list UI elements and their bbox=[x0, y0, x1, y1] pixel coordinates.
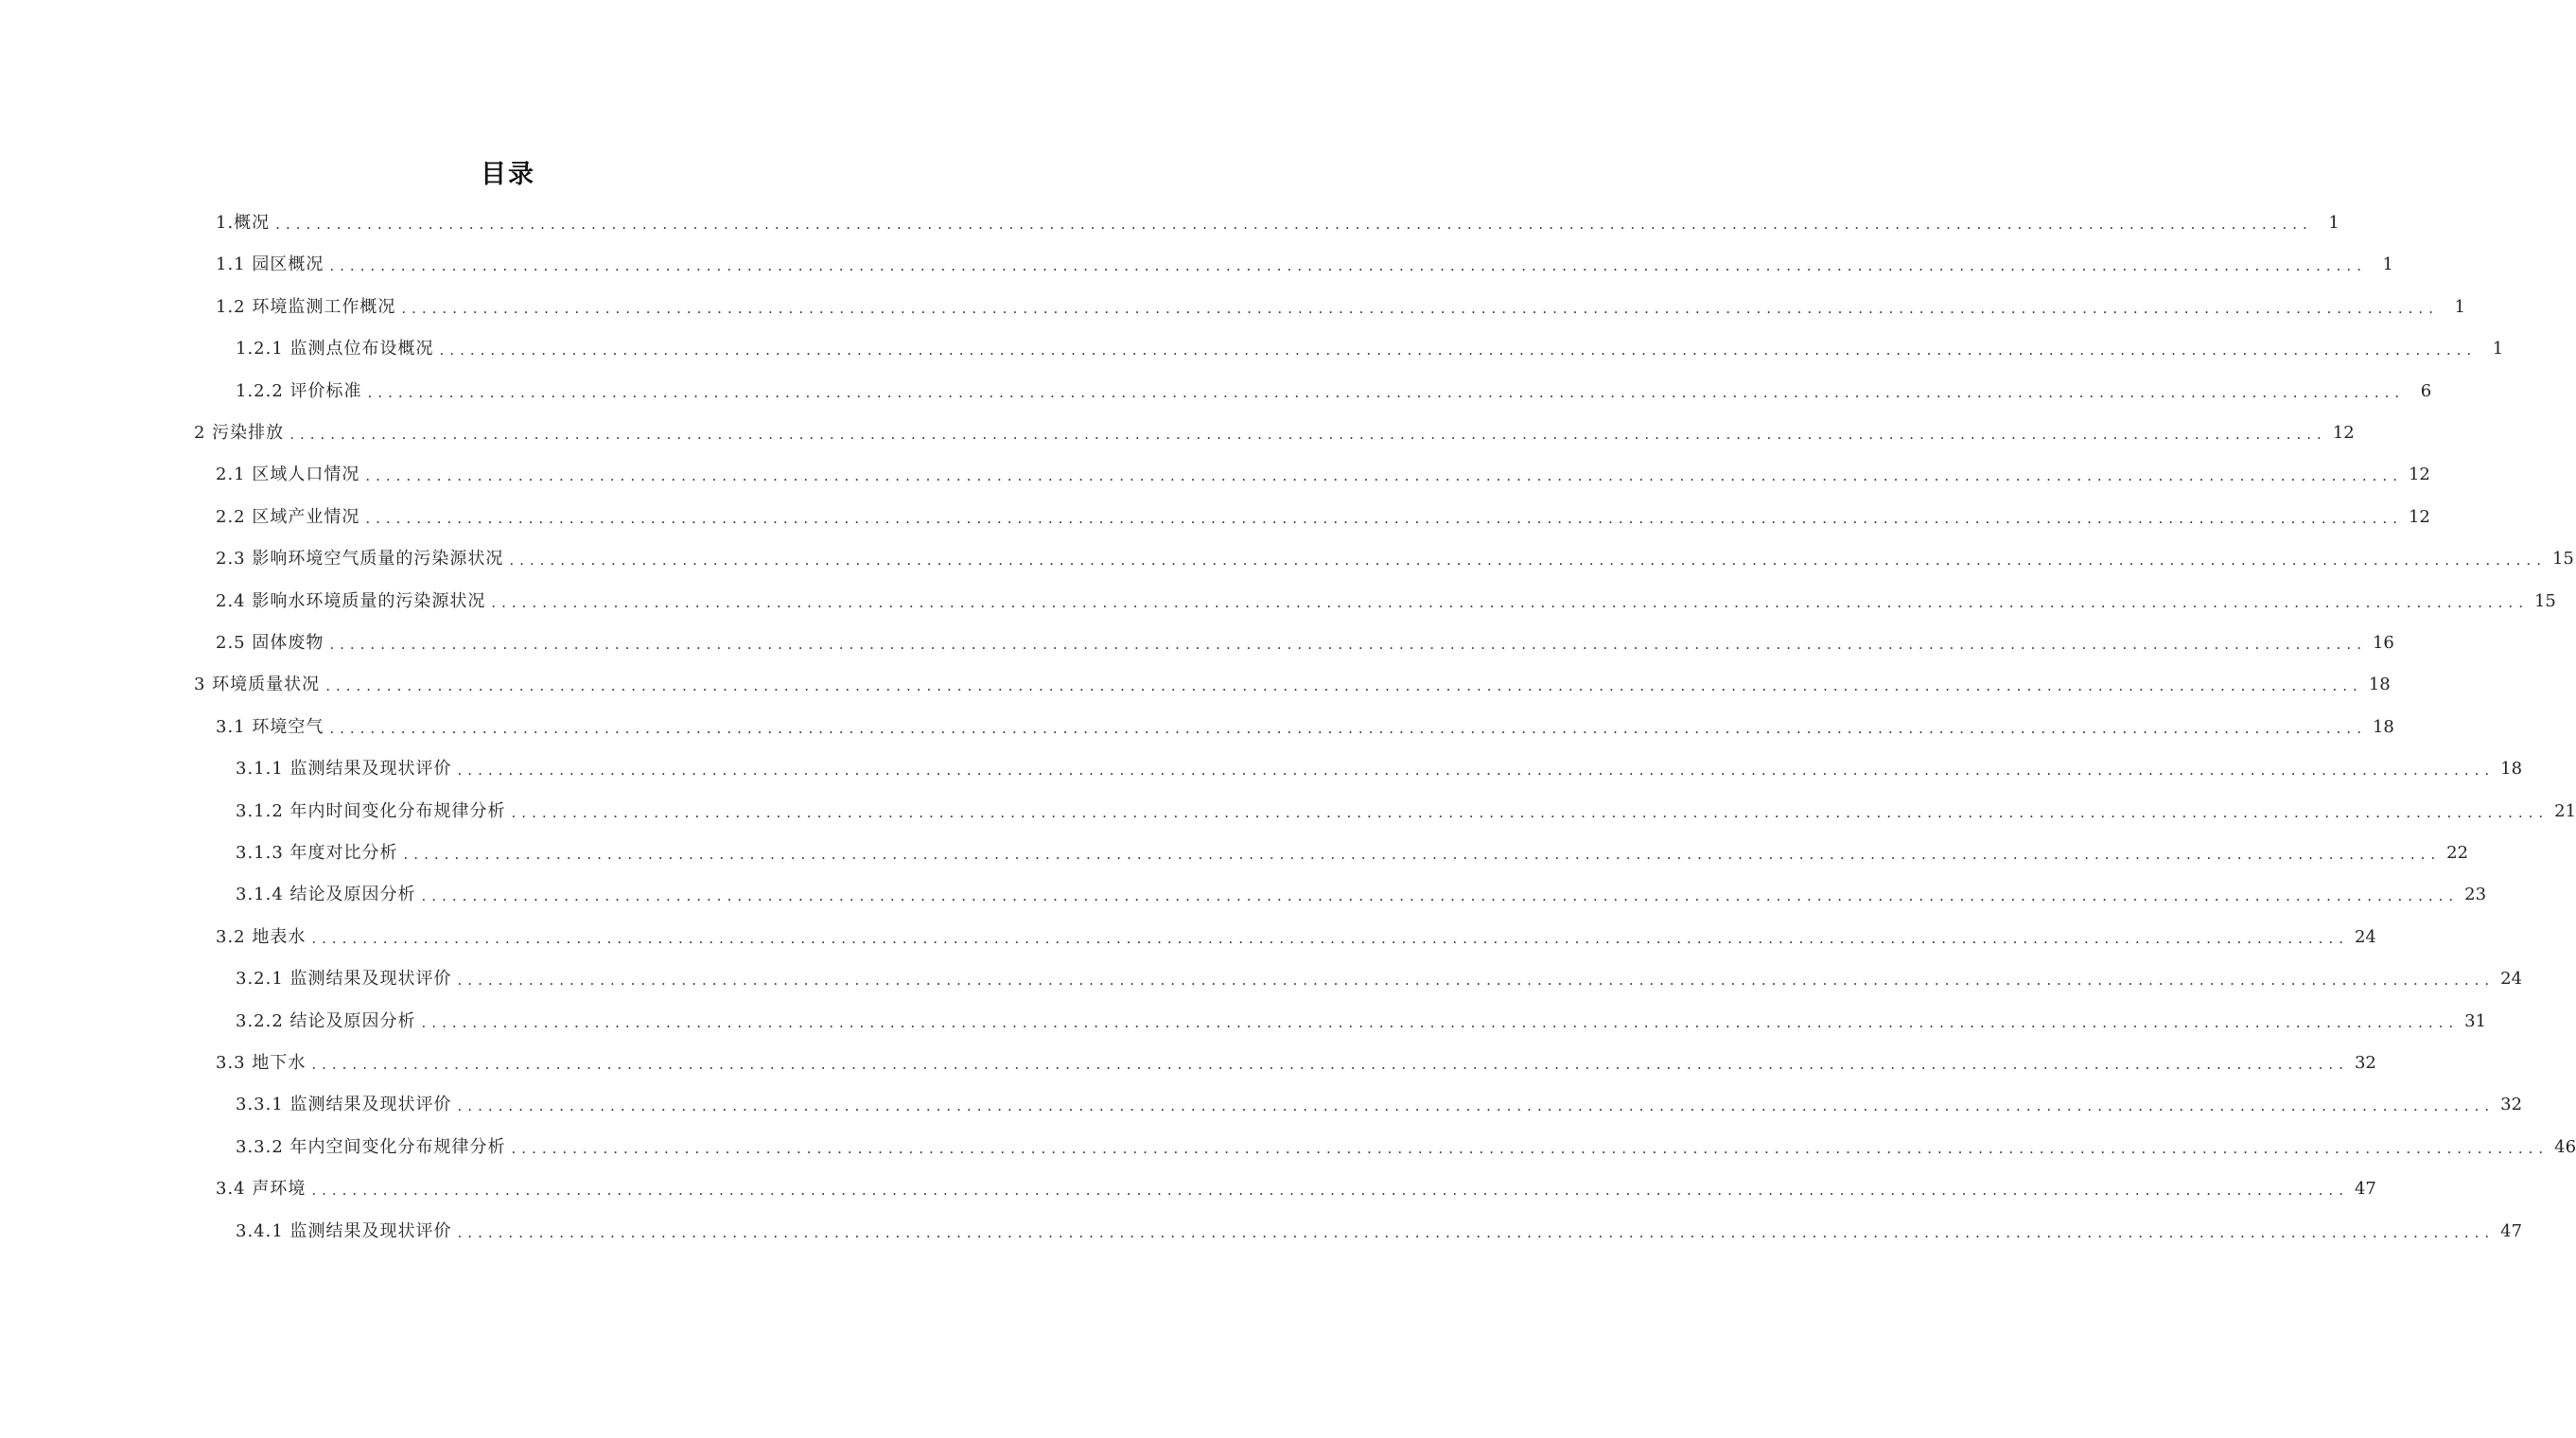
toc-entry-page-number: 46 bbox=[2554, 1136, 2576, 1157]
toc-entry[interactable] bbox=[216, 1168, 2376, 1210]
toc-dot-leader: ........................................................................................................................................................................................................ bbox=[329, 719, 2367, 737]
toc-entry[interactable] bbox=[236, 748, 2523, 790]
toc-entry[interactable] bbox=[216, 202, 2339, 244]
toc-entry-label: 3 环境质量状况 bbox=[194, 675, 321, 695]
toc-dot-leader: ........................................................................................................................................................................................................ bbox=[365, 509, 2403, 527]
toc-entry-label: 3.1.2 年内时间变化分布规律分析 bbox=[236, 800, 506, 821]
toc-entry[interactable] bbox=[216, 287, 2465, 328]
toc-entry-page-number: 12 bbox=[2408, 506, 2430, 527]
toc-entry-page-number: 18 bbox=[2372, 716, 2394, 737]
toc-entry[interactable] bbox=[216, 581, 2556, 623]
toc-dot-leader: ........................................................................................................................................................................................................ bbox=[457, 1223, 2496, 1241]
toc-dot-leader: ........................................................................................................................................................................................................ bbox=[491, 593, 2529, 611]
toc-entry-label: 3.3 地下水 bbox=[216, 1053, 307, 1073]
toc-entry-label: 3.2 地表水 bbox=[216, 926, 307, 947]
toc-dot-leader: ........................................................................................................................................................................................................ bbox=[421, 1013, 2460, 1031]
toc-entry-page-number: 32 bbox=[2354, 1053, 2376, 1073]
toc-dot-leader: ........................................................................................................................................................................................................ bbox=[457, 762, 2496, 780]
toc-dot-leader: ........................................................................................................................................................................................................ bbox=[439, 342, 2478, 360]
toc-entry[interactable] bbox=[216, 917, 2376, 958]
toc-entry[interactable] bbox=[236, 833, 2469, 874]
toc-entry-page-number: 47 bbox=[2354, 1179, 2376, 1200]
toc-entry-page-number: 15 bbox=[2533, 590, 2556, 611]
toc-entry-label: 3.4 声环境 bbox=[216, 1179, 307, 1200]
toc-entry-label: 2.3 影响环境空气质量的污染源状况 bbox=[216, 549, 504, 570]
toc-dot-leader: ........................................................................................................................................................................................................ bbox=[457, 972, 2496, 990]
toc-dot-leader: ........................................................................................................................................................................................................ bbox=[403, 846, 2442, 863]
toc-entry[interactable] bbox=[216, 244, 2393, 286]
toc-dot-leader: ........................................................................................................................................................................................................ bbox=[457, 1097, 2496, 1115]
toc-entry-page-number: 21 bbox=[2554, 800, 2576, 821]
toc-entry[interactable] bbox=[194, 664, 2391, 706]
toc-entry-label: 2.1 区域人口情况 bbox=[216, 465, 360, 485]
toc-dot-leader: ........................................................................................................................................................................................................ bbox=[329, 636, 2367, 653]
toc-entry[interactable] bbox=[216, 538, 2574, 580]
toc-entry-label: 1.概况 bbox=[216, 213, 271, 233]
toc-entry-page-number: 47 bbox=[2500, 1220, 2523, 1241]
toc-entry[interactable] bbox=[236, 1211, 2523, 1253]
toc-dot-leader: ........................................................................................................................................................................................................ bbox=[311, 1056, 2349, 1073]
toc-entry[interactable] bbox=[236, 958, 2523, 1000]
toc-dot-leader: ........................................................................................................................................................................................................ bbox=[311, 929, 2349, 947]
toc-entry-label: 3.1.3 年度对比分析 bbox=[236, 843, 398, 863]
toc-entry-label: 2.4 影响水环境质量的污染源状况 bbox=[216, 590, 486, 611]
toc-entry-label: 1.2 环境监测工作概况 bbox=[216, 296, 396, 317]
toc-entry[interactable] bbox=[236, 328, 2504, 370]
toc-entry-page-number: 15 bbox=[2551, 549, 2574, 570]
toc-dot-leader: ........................................................................................................................................................................................................ bbox=[329, 257, 2367, 275]
toc-dot-leader: ........................................................................................................................................................................................................ bbox=[511, 1139, 2550, 1157]
toc-entry-label: 3.1.4 结论及原因分析 bbox=[236, 885, 416, 905]
toc-entry-label: 3.3.2 年内空间变化分布规律分析 bbox=[236, 1136, 506, 1157]
toc-entry-page-number: 12 bbox=[2408, 465, 2430, 485]
toc-entry-label: 3.3.1 监测结果及现状评价 bbox=[236, 1095, 452, 1115]
toc-entry[interactable] bbox=[236, 1084, 2523, 1126]
toc-dot-leader: ........................................................................................................................................................................................................ bbox=[509, 552, 2547, 570]
toc-entry[interactable] bbox=[236, 874, 2487, 916]
toc-dot-leader: ........................................................................................................................................................................................................ bbox=[325, 677, 2363, 695]
toc-entry-page-number: 1 bbox=[2382, 254, 2393, 275]
toc-entry[interactable] bbox=[236, 1001, 2487, 1043]
toc-entry-label: 2.2 区域产业情况 bbox=[216, 506, 360, 527]
toc-dot-leader: ........................................................................................................................................................................................................ bbox=[421, 887, 2460, 905]
toc-entry-page-number: 24 bbox=[2354, 926, 2376, 947]
toc-title: 目录 bbox=[481, 160, 535, 189]
toc-entry[interactable] bbox=[216, 1043, 2376, 1084]
toc-entry-label: 1.1 园区概况 bbox=[216, 254, 324, 275]
toc-entry[interactable] bbox=[216, 497, 2430, 538]
toc-entry-page-number: 1 bbox=[2454, 296, 2465, 317]
toc-entry[interactable] bbox=[194, 412, 2355, 454]
toc-dot-leader: ........................................................................................................................................................................................................ bbox=[367, 383, 2406, 401]
toc-entry-label: 3.2.2 结论及原因分析 bbox=[236, 1010, 416, 1031]
toc-entry-page-number: 16 bbox=[2372, 633, 2394, 653]
toc-dot-leader: ........................................................................................................................................................................................................ bbox=[275, 216, 2313, 233]
toc-entry-label: 2 污染排放 bbox=[194, 423, 285, 443]
toc-entry-label: 3.4.1 监测结果及现状评价 bbox=[236, 1220, 452, 1241]
toc-entry-page-number: 22 bbox=[2446, 843, 2469, 863]
toc-entry-page-number: 24 bbox=[2500, 969, 2523, 990]
toc-entry-page-number: 1 bbox=[2492, 339, 2504, 360]
toc-entry-label: 3.1 环境空气 bbox=[216, 716, 324, 737]
toc-dot-leader: ........................................................................................................................................................................................................ bbox=[365, 467, 2403, 485]
toc-dot-leader: ........................................................................................................................................................................................................ bbox=[311, 1182, 2349, 1200]
toc-entry-page-number: 1 bbox=[2328, 213, 2339, 233]
toc-dot-leader: ........................................................................................................................................................................................................ bbox=[401, 299, 2439, 317]
toc-entry[interactable] bbox=[216, 707, 2394, 748]
toc-dot-leader: ........................................................................................................................................................................................................ bbox=[289, 426, 2327, 443]
toc-entry-label: 3.1.1 监测结果及现状评价 bbox=[236, 759, 452, 780]
toc-entry-page-number: 6 bbox=[2420, 380, 2432, 401]
toc-entry-label: 1.2.1 监测点位布设概况 bbox=[236, 339, 434, 360]
toc-entry-label: 2.5 固体废物 bbox=[216, 633, 324, 653]
toc-entry-page-number: 12 bbox=[2332, 423, 2355, 443]
toc-entry[interactable] bbox=[216, 454, 2430, 496]
toc-entry-page-number: 23 bbox=[2464, 885, 2487, 905]
toc-entry[interactable] bbox=[236, 371, 2432, 412]
toc-entry-page-number: 32 bbox=[2500, 1095, 2523, 1115]
toc-dot-leader: ........................................................................................................................................................................................................ bbox=[511, 803, 2550, 821]
toc-entry[interactable] bbox=[236, 1127, 2576, 1168]
toc-entry-page-number: 18 bbox=[2368, 675, 2391, 695]
toc-entry-page-number: 31 bbox=[2464, 1010, 2487, 1031]
toc-entry[interactable] bbox=[236, 791, 2576, 833]
toc-entry-label: 1.2.2 评价标准 bbox=[236, 380, 362, 401]
toc-entry-label: 3.2.1 监测结果及现状评价 bbox=[236, 969, 452, 990]
toc-entry[interactable] bbox=[216, 623, 2394, 664]
toc-entry-page-number: 18 bbox=[2500, 759, 2523, 780]
